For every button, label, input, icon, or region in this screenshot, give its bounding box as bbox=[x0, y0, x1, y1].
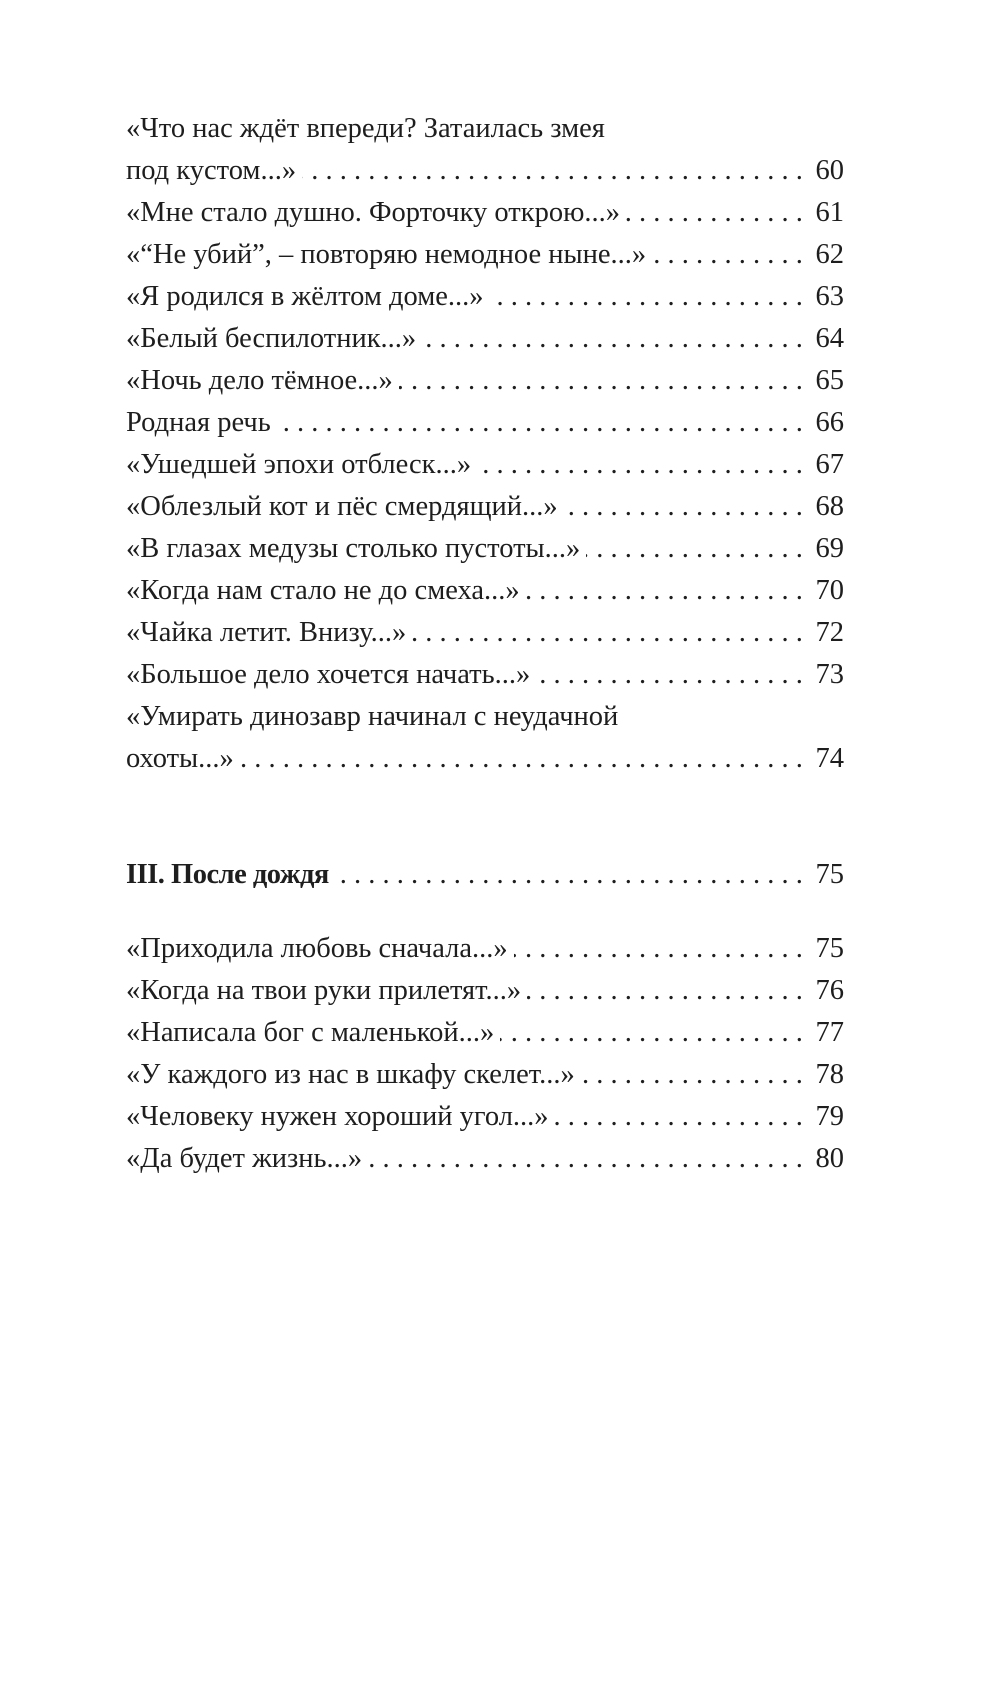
toc-entry-title: Родная речь bbox=[126, 407, 277, 438]
toc-entry-page: 66 bbox=[808, 402, 845, 444]
toc-entry-page: 62 bbox=[808, 234, 845, 276]
section-page: 75 bbox=[808, 854, 845, 896]
toc-entry bbox=[126, 486, 844, 528]
toc-entry-page: 78 bbox=[808, 1054, 845, 1096]
toc-entry-page: 80 bbox=[808, 1138, 845, 1180]
toc-entry bbox=[126, 192, 844, 234]
toc-entry bbox=[126, 402, 844, 444]
toc-entry bbox=[126, 970, 844, 1012]
toc-section-heading bbox=[126, 854, 844, 896]
toc-entry bbox=[126, 696, 844, 780]
toc-entry-page: 72 bbox=[808, 612, 845, 654]
section-spacer bbox=[126, 780, 844, 854]
toc-entry-title: «Когда нам стало не до смеха...» bbox=[126, 575, 526, 606]
toc-entry-page: 68 bbox=[808, 486, 845, 528]
toc-entry-page: 65 bbox=[808, 360, 845, 402]
toc-entry-title-line2: под кустом...» bbox=[126, 155, 302, 186]
toc-entry-title-line2: охоты...» bbox=[126, 743, 240, 774]
toc-entry-title: «Человеку нужен хороший угол...» bbox=[126, 1101, 555, 1132]
toc-entry-title: «Ушедшей эпохи отблеск...» bbox=[126, 449, 477, 480]
toc-entry-title: «Белый беспилотник...» bbox=[126, 323, 422, 354]
toc-entry-page: 61 bbox=[808, 192, 845, 234]
toc-entry-title-line1: «Что нас ждёт впереди? Затаилась змея bbox=[126, 113, 605, 144]
toc-entry bbox=[126, 444, 844, 486]
section-spacer bbox=[126, 896, 844, 928]
toc-entry-page: 67 bbox=[808, 444, 845, 486]
toc-entry bbox=[126, 528, 844, 570]
toc-entry-page: 74 bbox=[808, 738, 845, 780]
toc-entry-title: «Мне стало душно. Форточку открою...» bbox=[126, 197, 626, 228]
toc-entry-page: 70 bbox=[808, 570, 845, 612]
toc-entry bbox=[126, 318, 844, 360]
toc-entry-page: 75 bbox=[808, 928, 845, 970]
toc-entry bbox=[126, 1012, 844, 1054]
toc-entry-page: 73 bbox=[808, 654, 845, 696]
toc-entry-title: «У каждого из нас в шкафу скелет...» bbox=[126, 1059, 581, 1090]
toc-entry bbox=[126, 1096, 844, 1138]
toc-entry-title: «В глазах медузы столько пустоты...» bbox=[126, 533, 586, 564]
toc-entry-title: «Большое дело хочется начать...» bbox=[126, 659, 536, 690]
section-title: III. После дождя bbox=[126, 859, 335, 890]
toc-entry-title: «Облезлый кот и пёс смердящий...» bbox=[126, 491, 564, 522]
toc-entry-title: «Я родился в жёлтом доме...» bbox=[126, 281, 490, 312]
toc-entry-title-line1: «Умирать динозавр начинал с неудачной bbox=[126, 701, 619, 732]
table-of-contents bbox=[126, 108, 844, 1180]
toc-entry bbox=[126, 1054, 844, 1096]
toc-entry bbox=[126, 360, 844, 402]
toc-entry-page: 64 bbox=[808, 318, 845, 360]
toc-entry-title: «Приходила любовь сначала...» bbox=[126, 933, 514, 964]
toc-entry bbox=[126, 654, 844, 696]
toc-entry-page: 63 bbox=[808, 276, 845, 318]
toc-entry bbox=[126, 612, 844, 654]
toc-entry bbox=[126, 108, 844, 192]
toc-entry-title: «Написала бог с маленькой...» bbox=[126, 1017, 500, 1048]
toc-entry bbox=[126, 1138, 844, 1180]
toc-entry-title: «Ночь дело тёмное...» bbox=[126, 365, 399, 396]
toc-entry-page: 69 bbox=[808, 528, 845, 570]
toc-entry-title: «Да будет жизнь...» bbox=[126, 1143, 368, 1174]
toc-entry bbox=[126, 928, 844, 970]
toc-entry-page: 77 bbox=[808, 1012, 845, 1054]
toc-entry-page: 60 bbox=[808, 150, 845, 192]
toc-entry-title: «“Не убий”, – повторяю немодное ныне...» bbox=[126, 239, 652, 270]
toc-entry-page: 76 bbox=[808, 970, 845, 1012]
toc-entry bbox=[126, 276, 844, 318]
toc-entry-title: «Когда на твои руки прилетят...» bbox=[126, 975, 527, 1006]
toc-entry-title: «Чайка летит. Внизу...» bbox=[126, 617, 412, 648]
toc-entry bbox=[126, 570, 844, 612]
toc-entry-page: 79 bbox=[808, 1096, 845, 1138]
toc-entry bbox=[126, 234, 844, 276]
